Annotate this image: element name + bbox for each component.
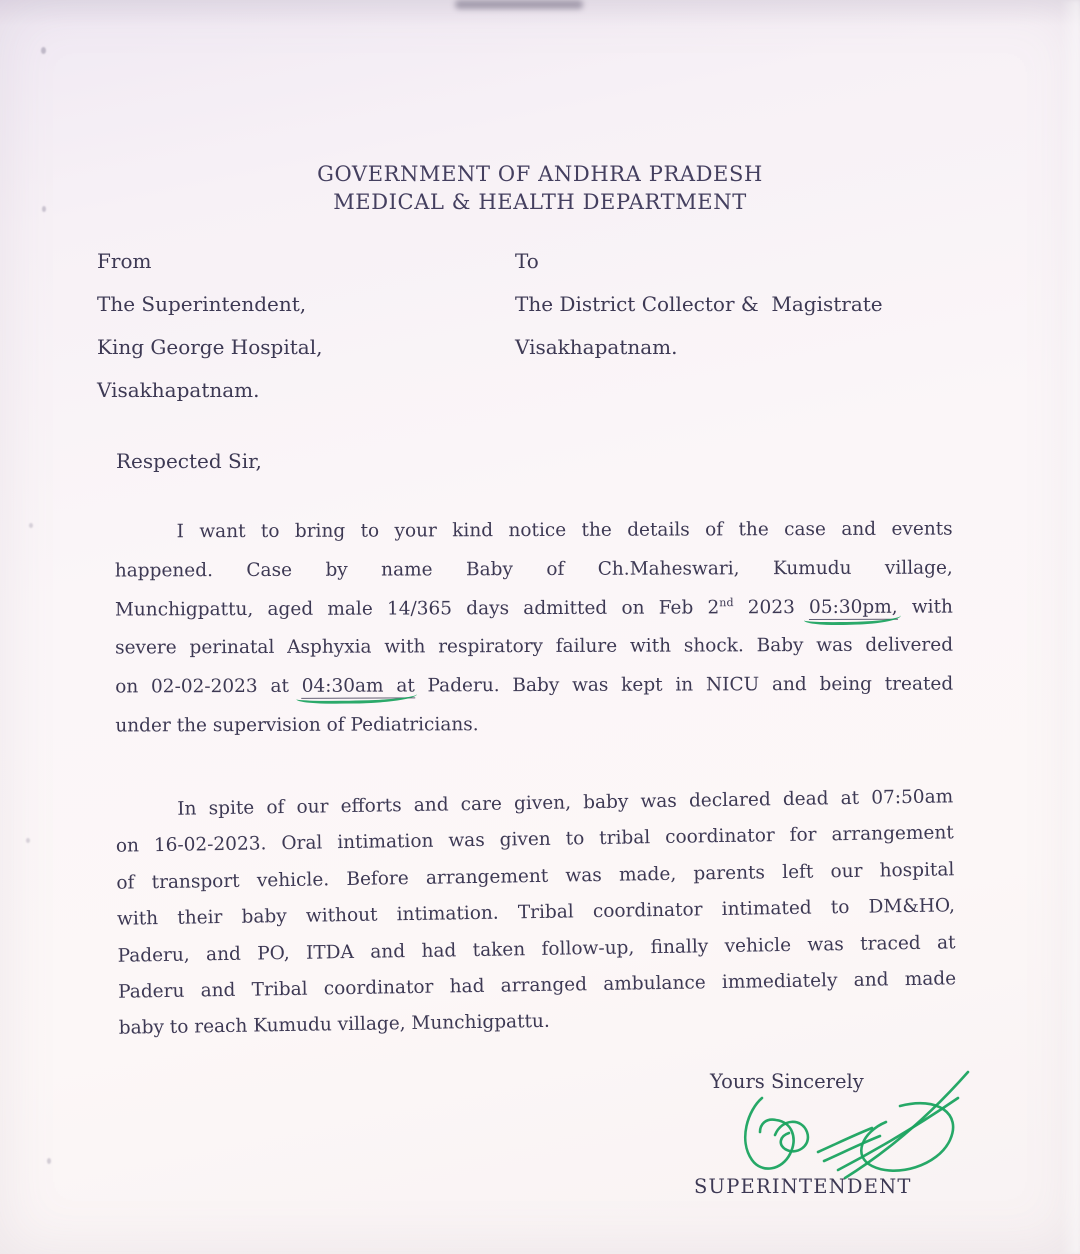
text-segment: In spite of our efforts and care given, baby was declared dead at 07:50am [177,786,954,820]
green-underlined-text: 05:30pm, [809,596,898,618]
to-label: To [515,249,539,273]
text-segment: Munchigpattu, aged male 14/365 days admitted on Feb 2 [114,596,720,621]
text-segment: baby to reach Kumudu village, Munchigpattu. [118,1011,550,1040]
text-segment: on 02-02-2023 at [115,675,302,698]
text-segment: happened. Case by name Baby of Ch.Maheswari, Kumudu village, [114,557,953,582]
body-line [115,588,953,630]
scan-speck [47,1158,51,1164]
address-line: The District Collector & Magistrate [515,292,883,316]
signatory-title: SUPERINTENDENT [694,1175,912,1198]
body-line [115,627,953,669]
text-segment: severe perinatal Asphyxia with respiratory failure with shock. Baby was delivered [115,634,954,659]
green-underlined-text: 04:30am at [301,675,415,697]
letterhead-line-1: GOVERNMENT OF ANDHRA PRADESH [317,162,763,186]
letterhead [0,160,1080,216]
body-line [115,549,953,591]
body-line [115,705,953,747]
to-address-block [515,250,883,379]
from-label: From [97,249,152,273]
text-segment: Paderu, and PO, ITDA and had taken follow-up, finally vehicle was traced at [117,931,956,967]
address-line: Visakhapatnam. [97,378,260,402]
text-segment: Paderu. Baby was kept in NICU and being treated [414,673,954,697]
superscript-text: nd [719,595,734,609]
text-segment: under the supervision of Pediatricians. [115,714,479,737]
body-line [115,666,953,708]
text-segment: of transport vehicle. Before arrangement was made, parents left our hospital [116,859,955,894]
to-lines [515,293,883,358]
text-segment: I want to bring to your kind notice the details of the case and events [176,518,953,543]
letterhead-line-2: MEDICAL & HEALTH DEPARTMENT [333,190,747,214]
body-paragraph-1 [115,511,954,747]
scan-speck [29,523,33,528]
from-address-block [97,250,322,422]
scan-speck [26,838,30,843]
address-line: The Superintendent, [97,292,307,316]
body-paragraph-2 [115,779,957,1047]
address-line: King George Hospital, [97,335,323,359]
sign-off: Yours Sincerely [710,1070,864,1093]
address-line: Visakhapatnam. [515,335,678,359]
body-line [115,511,953,553]
text-segment: with their baby without intimation. Tribal coordinator intimated to DM&HO, [116,895,956,930]
salutation: Respected Sir, [116,449,262,473]
text-segment: 2023 [733,596,810,618]
text-segment: Paderu and Tribal coordinator had arranged ambulance immediately and made [118,968,957,1003]
text-segment: on 16-02-2023. Oral intimation was given to tribal coordinator for arrangement [115,822,954,858]
scan-artifact-top [455,0,583,9]
from-lines [97,293,322,401]
scan-speck [41,47,46,54]
text-segment: with [897,596,953,618]
